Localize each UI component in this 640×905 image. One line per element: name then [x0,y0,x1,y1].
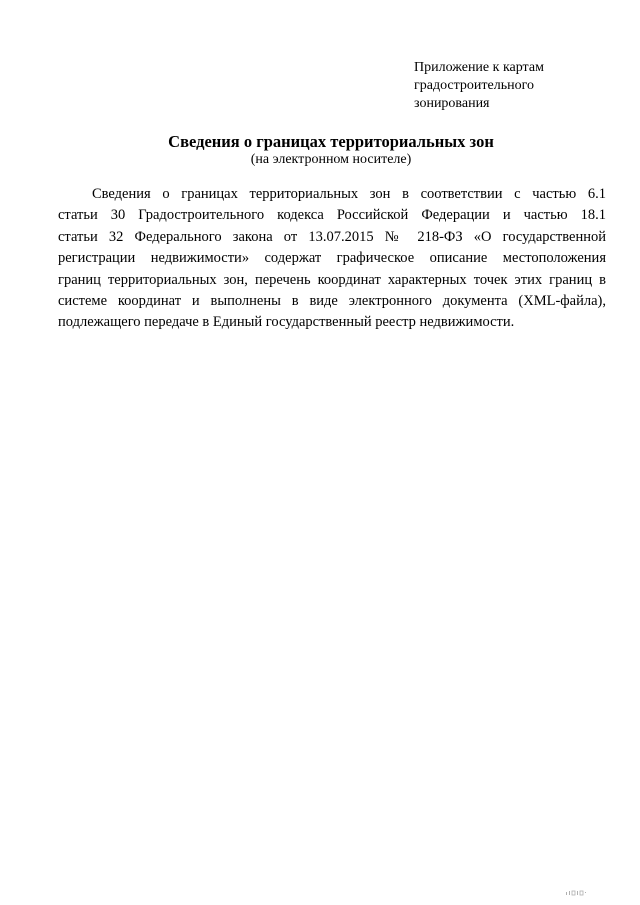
appendix-line: зонирования [414,96,490,111]
paragraph-line: Сведения о границах территориальных зон в соответствии с частью 6.1 [92,186,606,202]
appendix-note [414,59,624,113]
appendix-line: градостроительного [414,78,535,93]
paragraph-line: статьи 32 Федерального закона от 13.07.2015 № 218-ФЗ «О государственной [58,228,606,245]
faint-mark-glyphs [565,889,591,897]
faint-page-mark [565,889,591,897]
body-paragraph [58,184,606,334]
document-subtitle: (на электронном носителе) [250,152,412,167]
paragraph-line: подлежащего передаче в Единый государственный реестр недвижимости. [58,314,515,331]
paragraph-line: границ территориальных зон, перечень координат характерных точек этих границ в [58,271,606,288]
document-title: Сведения о границах территориальных зон [168,132,494,151]
paragraph-line: регистрации недвижимости» содержат графическое описание местоположения [58,250,606,267]
paragraph-line: статьи 30 Градостроительного кодекса Российской Федерации и частью 18.1 [58,207,606,224]
appendix-line: Приложение к картам [414,60,544,75]
paragraph-line: системе координат и выполнены в виде электронного документа (XML-файла), [58,292,606,309]
